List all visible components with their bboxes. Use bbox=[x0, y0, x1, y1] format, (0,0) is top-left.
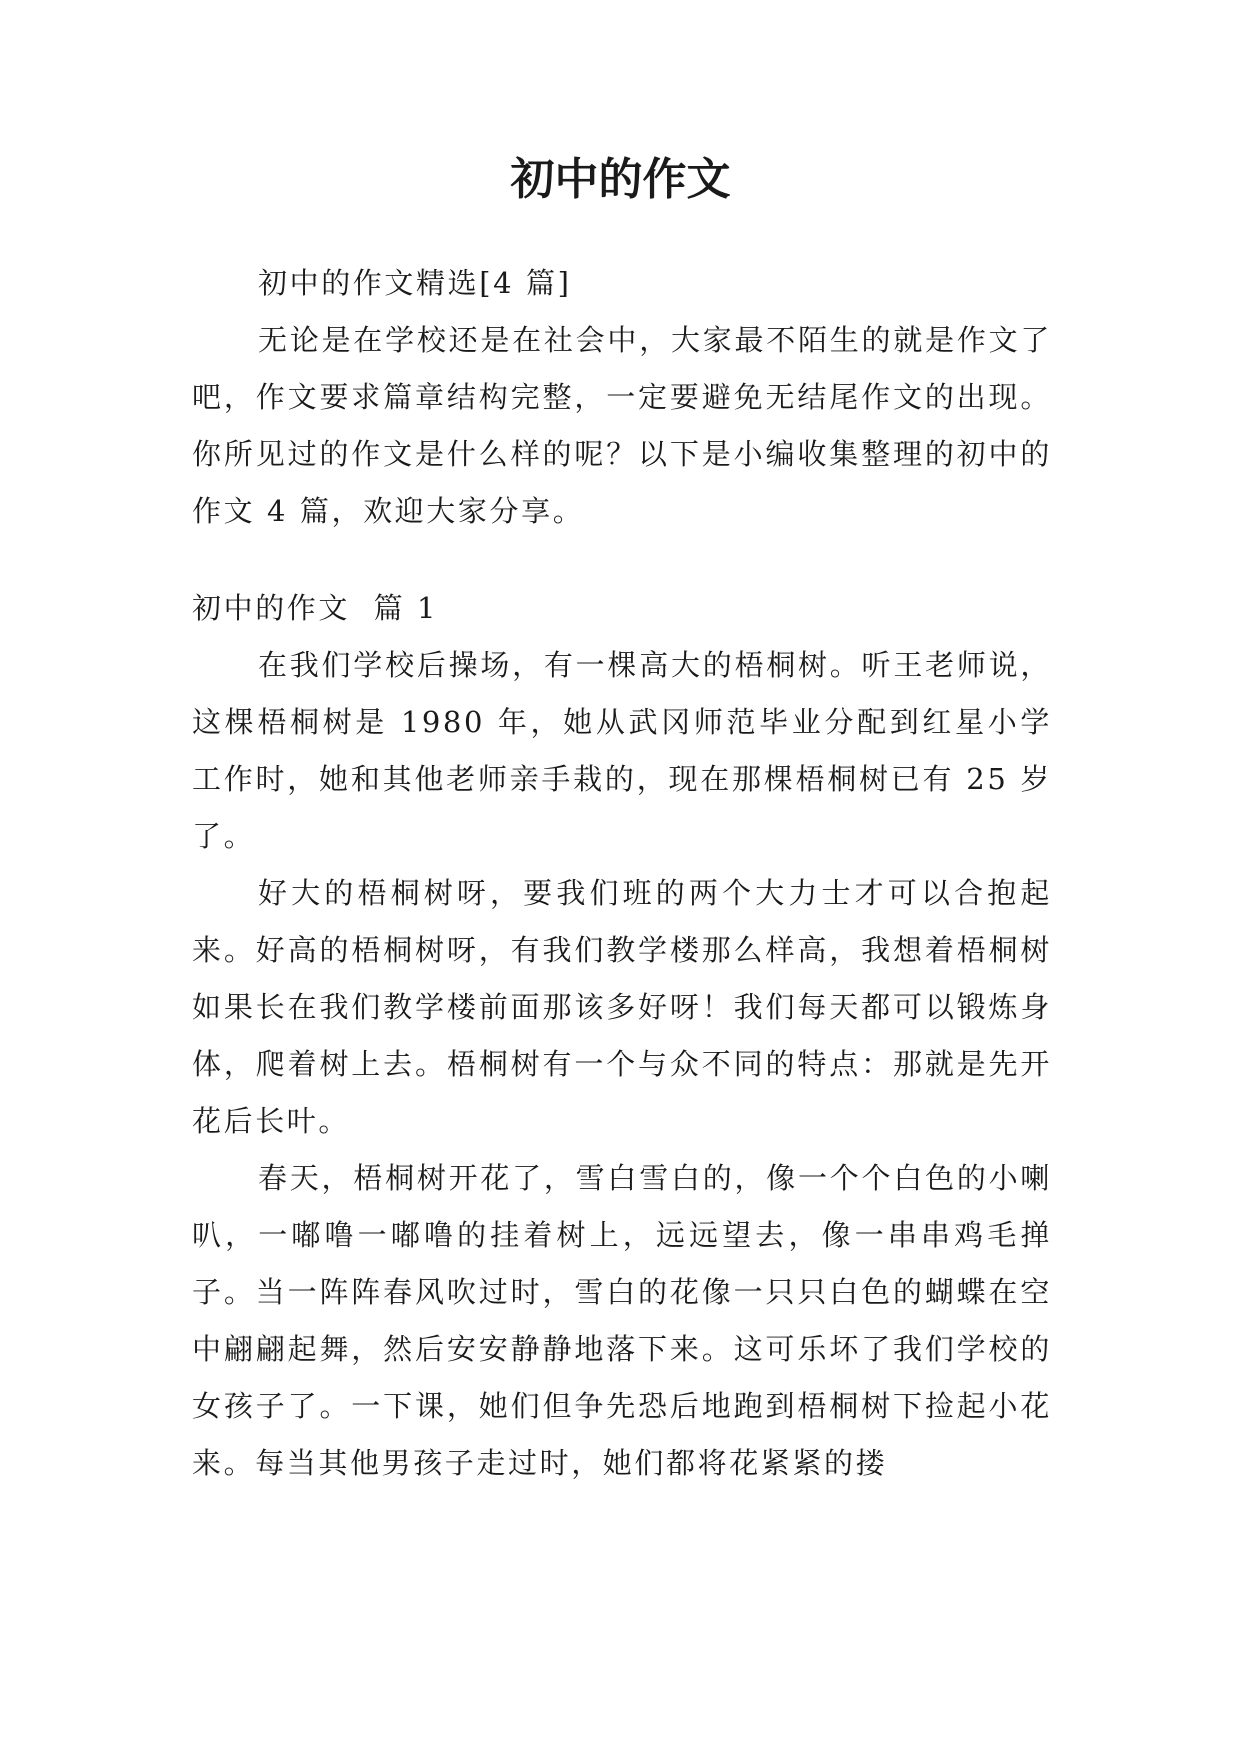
document-title: 初中的作文 bbox=[510, 154, 731, 205]
body-paragraph-2: 好大的梧桐树呀，要我们班的两个大力士才可以合抱起来。好高的梧桐树呀，有我们教学楼那么样高，我想着梧桐树如果长在我们教学楼前面那该多好呀！我们每天都可以锻炼身体，爬着树上去。梧桐树有一个与众不同的特点：那就是先开花后长叶。 bbox=[192, 876, 1052, 1138]
section-spacer bbox=[192, 540, 1052, 580]
section-heading: 初中的作文 篇 1 bbox=[192, 591, 439, 625]
intro-paragraph: 无论是在学校还是在社会中，大家最不陌生的就是作文了吧，作文要求篇章结构完整，一定要避免无结尾作文的出现。你所见过的作文是什么样的呢？以下是小编收集整理的初中的作文 4 篇，欢迎大家分享。 bbox=[192, 323, 1052, 528]
body-paragraph-3: 春天，梧桐树开花了，雪白雪白的，像一个个白色的小喇叭，一嘟噜一嘟噜的挂着树上，远远望去，像一串串鸡毛掸子。当一阵阵春风吹过时，雪白的花像一只只白色的蝴蝶在空中翩翩起舞，然后安安静静地落下来。这可乐坏了我们学校的女孩子了。一下课，她们但争先恐后地跑到梧桐树下捡起小花来。每当其他男孩子走过时，她们都将花紧紧的搂 bbox=[192, 1161, 1052, 1480]
document-body bbox=[192, 255, 1052, 1492]
body-paragraph-1: 在我们学校后操场，有一棵高大的梧桐树。听王老师说，这棵梧桐树是 1980 年，她从武冈师范毕业分配到红星小学工作时，她和其他老师亲手栽的，现在那棵梧桐树已有 25 岁了。 bbox=[192, 648, 1052, 853]
document-subtitle: 初中的作文精选[4 篇] bbox=[258, 266, 572, 300]
